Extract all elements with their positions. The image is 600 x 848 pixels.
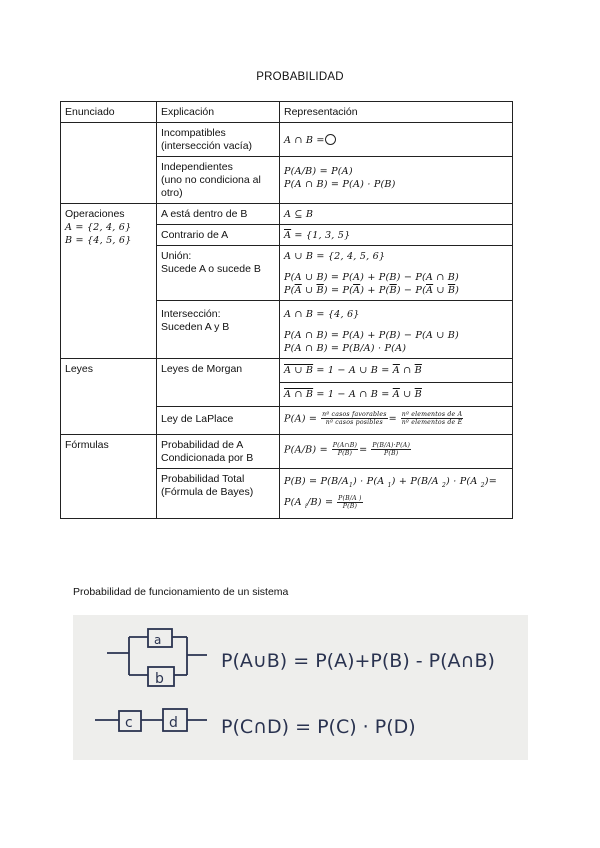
series-circuit	[95, 709, 207, 731]
representacion-cell: P(A/B) = P(A) P(A ∩ B) = P(A) · P(B)	[280, 157, 513, 204]
explicacion-cell: Contrario de A	[157, 225, 280, 246]
empty-set-symbol	[325, 134, 336, 145]
table-row	[61, 123, 513, 157]
table-row	[61, 204, 513, 225]
table-row	[61, 435, 513, 469]
header-explicacion: Explicación	[157, 102, 280, 123]
explicacion-cell: Leyes de Morgan	[157, 359, 280, 407]
representacion-cell: A ∪ B = {2, 4, 5, 6} P(A ∪ B) = P(A) + P(B) − P(A ∩ B) $P(\overline{A}$ ∪ $\overline{B}) = P(\overline{A}) + P(\overline{B}) - P(\overline{A}$ ∪ $\overline{B}$)	[280, 246, 513, 301]
explicacion-cell: Independientes (uno no condiciona al otro)	[157, 157, 280, 204]
enunciado-leyes: Leyes	[61, 359, 157, 435]
fraction: $\frac{P(B/A )}{P(B)}$	[338, 494, 362, 510]
enunciado-formulas: Fórmulas	[61, 435, 157, 519]
formula-union: P(A∪B) = P(A)+P(B) - P(A∩B)	[221, 650, 495, 672]
table-row	[61, 359, 513, 383]
explicacion-cell: Incompatibles (intersección vacía)	[157, 123, 280, 157]
representacion-cell: A ∪ B = 1 − A ∪ $B = \overline{A}$ ∩ $\overline{B}$	[280, 359, 513, 383]
explicacion-cell: Unión: Sucede A o sucede B	[157, 246, 280, 301]
header-enunciado: Enunciado	[61, 102, 157, 123]
table-header-row	[61, 102, 513, 123]
explicacion-cell: Probabilidad Total (Fórmula de Bayes)	[157, 469, 280, 519]
handwritten-photo	[73, 615, 528, 760]
representacion-cell: A ∩ B = {4, 6} P(A ∩ B) = P(A) + P(B) − P(A ∪ B) P(A ∩ B) = P(B/A) · P(A)	[280, 301, 513, 359]
explicacion-cell: Intersección: Suceden A y B	[157, 301, 280, 359]
handwritten-diagram	[73, 615, 528, 760]
fraction: $\frac{P(B/A)\cdot P(A)}{P(B)}$	[372, 442, 411, 457]
explicacion-cell: Probabilidad de A Condicionada por B	[157, 435, 280, 469]
block-c-label: c	[125, 715, 133, 731]
header-representacion: Representación	[280, 102, 513, 123]
enunciado-cell-empty	[61, 123, 157, 204]
representacion-cell: A ∩ B = 1 − A ∩ $B = \overline{A}$ ∪ $\overline{B}$	[280, 383, 513, 407]
explicacion-cell: Ley de LaPlace	[157, 407, 280, 435]
probability-table	[60, 101, 513, 519]
block-b-label: b	[155, 671, 164, 687]
block-d-label: d	[169, 715, 178, 731]
block-a-label: a	[154, 633, 162, 647]
page-title: PROBABILIDAD	[256, 71, 344, 83]
representacion-cell: P(A) = $\frac{\text{nº casos favorables}}{\text{nº casos posibles}}$ = $\frac{\text{nº elementos de A}}{\text{nº elementos de E}}$	[280, 407, 513, 435]
enunciado-operaciones: Operaciones A = {2, 4, 6} B = {4, 5, 6}	[61, 204, 157, 359]
representacion-cell: $P(B) = P(B/A_1) \cdot P(A$ $_1$) + P(B/A $_2$) · P(A $_2$)= P(A $_i$/B) = $\frac{P(B/A )}{P(B)}$	[280, 469, 513, 519]
representacion-cell: A ⊆ B	[280, 204, 513, 225]
explicacion-cell: A está dentro de B	[157, 204, 280, 225]
representacion-cell: A ∩ B =	[280, 123, 513, 157]
fraction: $\frac{\text{nº elementos de A}}{\text{nº elementos de E}}$	[401, 411, 463, 426]
fraction: $\frac{\text{nº casos favorables}}{\text{nº casos posibles}}$	[322, 411, 387, 426]
section-title-sistema: Probabilidad de funcionamiento de un sistema	[73, 586, 289, 598]
formula-intersection: P(C∩D) = P(C) · P(D)	[221, 716, 416, 738]
representacion-cell: $\overline{A} = \{1$, 3, 5}	[280, 225, 513, 246]
representacion-cell: P(A/B) = $\frac{P(A\cap B)}{P(B)}$ = $\frac{P(B/A)\cdot P(A)}{P(B)}$	[280, 435, 513, 469]
fraction: $\frac{P(A\cap B)}{P(B)}$	[332, 442, 358, 457]
